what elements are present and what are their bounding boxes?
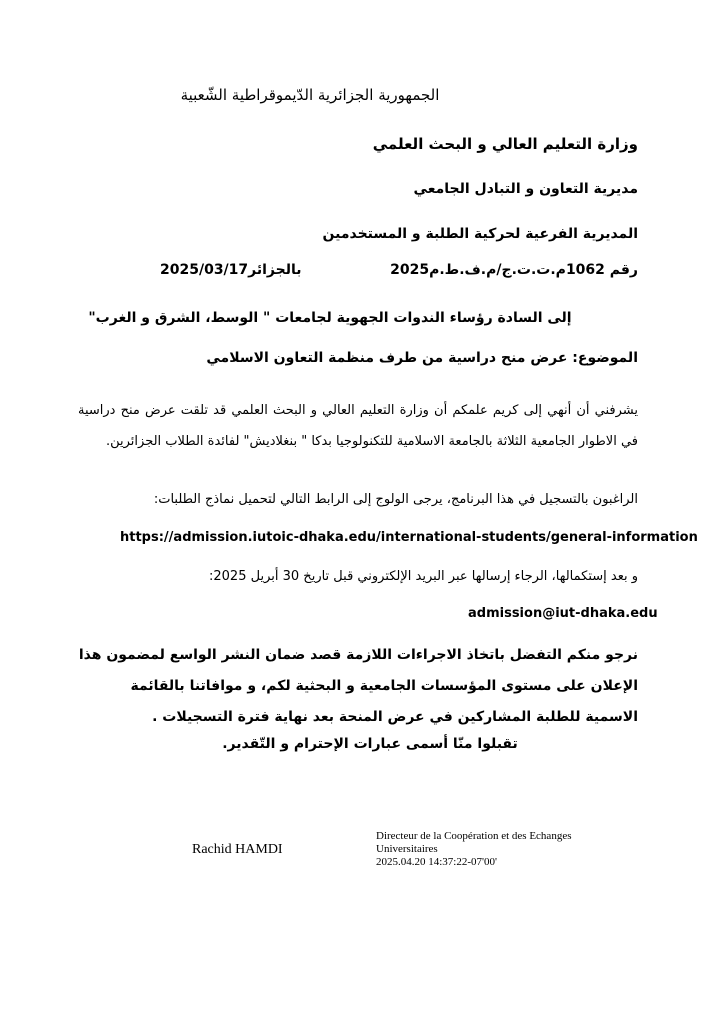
body-paragraph-3: و بعد إستكمالها، الرجاء إرسالها عبر البريد الإلكتروني قبل تاريخ 30 أبريل 2025: bbox=[209, 569, 638, 584]
signer-name: Rachid HAMDI bbox=[192, 842, 283, 857]
body-paragraph-1: يشرفني أن أنهي إلى كريم علمكم أن وزارة التعليم العالي و البحث العلمي قد تلقت عرض منح دراسية في الاطوار الجامعية الثلاثة بالجامعة الاسلامية للتكنولوجيا بدكا " بنغلاديش" لفائدة الطلاب الجزائرين. bbox=[78, 403, 638, 449]
republic-heading: الجمهورية الجزائرية الدّيموقراطية الشّعبية bbox=[180, 86, 440, 104]
closing-line: تقبلوا منّا أسمى عبارات الإحترام و التّقدير. bbox=[222, 736, 518, 752]
signature-timestamp: 2025.04.20 14:37:22-07'00' bbox=[376, 856, 497, 868]
application-link[interactable]: https://admission.iutoic-dhaka.edu/international-students/general-information bbox=[120, 530, 698, 545]
sub-directorate-heading: المديرية الفرعية لحركية الطلبة و المستخدمين bbox=[322, 226, 638, 242]
ministry-heading: وزارة التعليم العالي و البحث العلمي bbox=[372, 135, 638, 153]
recipient-line: إلى السادة رؤساء الندوات الجهوية لجامعات " الوسط، الشرق و الغرب" bbox=[88, 310, 572, 326]
contact-email[interactable]: admission@iut-dhaka.edu bbox=[468, 606, 658, 621]
body-paragraph-4: نرجو منكم التفضل باتخاذ الاجراءات اللازمة قصد ضمان النشر الواسع لمضمون هذا الإعلان على مستوى المؤسسات الجامعية و البحثية لكم، و موافاتنا بالقائمة الاسمية للطلبة المشاركين في عرض المنحة بعد نهاية فترة التسجيلات . bbox=[78, 647, 638, 725]
signature-title-line-1: Directeur de la Coopération et des Echanges bbox=[376, 830, 572, 842]
place-date: بالجزائر2025/03/17 bbox=[160, 262, 302, 278]
reference-number: رقم 1062م.ت.ت.ج/م.ف.ط.م2025 bbox=[390, 262, 638, 278]
body-paragraph-2: الراغبون بالتسجيل في هذا البرنامج، يرجى الولوج إلى الرابط التالي لتحميل نماذج الطلبات: bbox=[153, 492, 638, 507]
subject-line: الموضوع: عرض منح دراسية من طرف منظمة التعاون الاسلامي bbox=[206, 350, 638, 366]
signature-title-line-2: Universitaires bbox=[376, 843, 438, 855]
digital-signature-block bbox=[376, 830, 656, 869]
reference-row bbox=[160, 262, 638, 286]
directorate-heading: مديرية التعاون و التبادل الجامعي bbox=[413, 181, 638, 197]
